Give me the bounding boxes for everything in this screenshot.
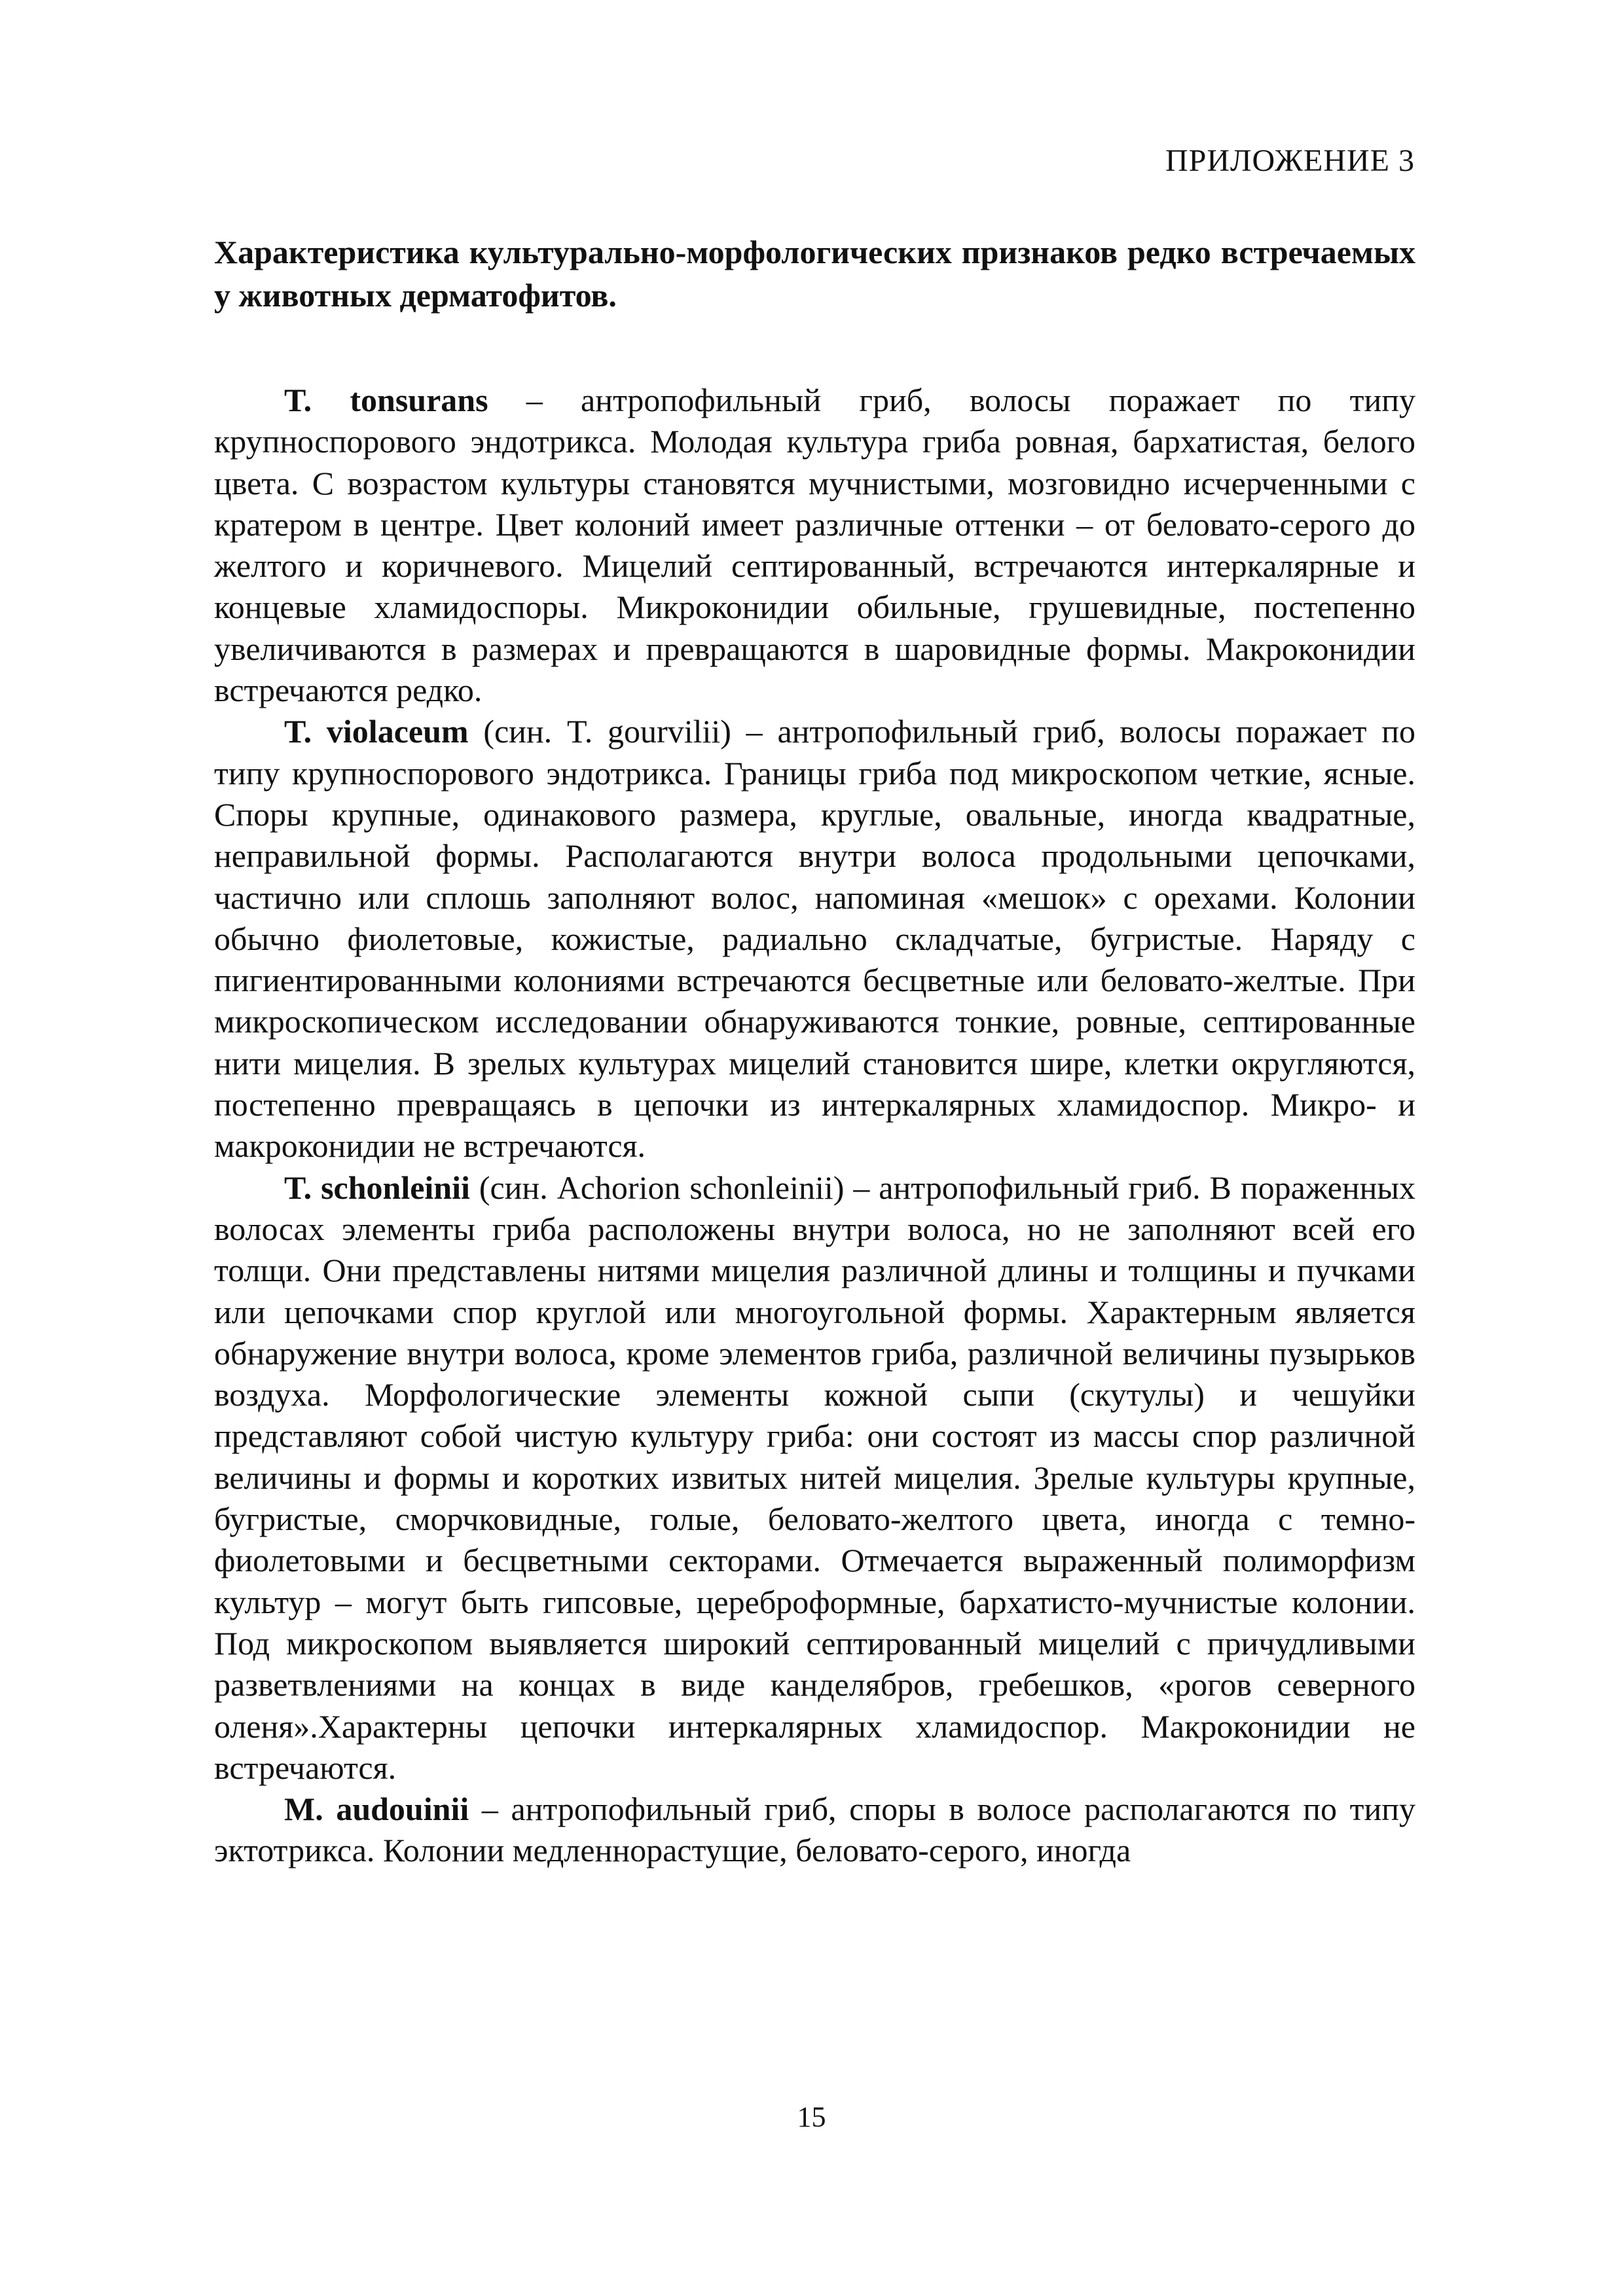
document-title: Характеристика культурально-морфологических признаков редко встречаемых у животных дерматофитов. [214,234,1415,314]
species-name: T. tonsurans [284,382,488,418]
appendix-label: ПРИЛОЖЕНИЕ 3 [1165,143,1415,178]
paragraph-text: (син. Achorion schonleinii) – антропофильный гриб. В пораженных волосах элементы гриба расположены внутри волоса, но не заполняют всей его толщи. Они представлены нитями мицелия различной длины и толщины и пучками или цепочками спор круглой или многоугольной формы. Характерным является обнаружение внутри волоса, кроме элементов гриба, различной величины пузырьков воздуха. Морфологические элементы кожной сыпи (скутулы) и чешуйки представляют собой чистую культуру гриба: они состоят из массы спор различной величины и формы и коротких извитых нитей мицелия. Зрелые культуры крупные, бугристые, сморчковидные, голые, беловато-желтого цвета, иногда с темно-фиолетовыми и бесцветными секторами. Отмечается выраженный полиморфизм культур – могут быть гипсовые, цереброформные, бархатисто-мучнистые колонии. Под микроскопом выявляется широкий септированный мицелий с причудливыми разветвлениями на концах в виде канделябров, гребешков, «рогов северного оленя».Характерны цепочки интеркалярных хламидоспор. Макроконидии не встречаются. [214,1169,1415,1786]
page-number: 15 [797,2101,826,2133]
species-name: T. schonleinii [284,1169,470,1206]
paragraph-t-violaceum [214,711,1415,1167]
species-name: T. violaceum [284,713,469,750]
paragraph-m-audouinii [214,1789,1415,1872]
paragraph-text: – антропофильный гриб, волосы поражает по типу крупноспорового эндотрикса. Молодая культура гриба ровная, бархатистая, белого цвета. С возрастом культуры становятся мучнистыми, мозговидно исчерченными с кратером в центре. Цвет колоний имеет различные оттенки – от беловато-серого до желтого и коричневого. Мицелий септированный, встречаются интеркалярные и концевые хламидоспоры. Микроконидии обильные, грушевидные, постепенно увеличиваются в размерах и превращаются в шаровидные формы. Макроконидии встречаются редко. [214,382,1415,709]
paragraph-text: (син. T. gourvilii) – антропофильный гриб, волосы поражает по типу крупноспорового эндотрикса. Границы гриба под микроскопом четкие, ясные. Споры крупные, одинакового размера, круглые, овальные, иногда квадратные, неправильной формы. Располагаются внутри волоса продольными цепочками, частично или сплошь заполняют волос, напоминая «мешок» с орехами. Колонии обычно фиолетовые, кожистые, радиально складчатые, бугристые. Наряду с пигиентированными колониями встречаются бесцветные или беловато-желтые. При микроскопическом исследовании обнаруживаются тонкие, ровные, септированные нити мицелия. В зрелых культурах мицелий становится шире, клетки округляются, постепенно превращаясь в цепочки из интеркалярных хламидоспор. Микро- и макроконидии не встречаются. [214,713,1416,1165]
paragraph-t-schonleinii [214,1167,1415,1789]
species-name: M. audouinii [284,1791,469,1828]
paragraph-text: – антропофильный гриб, споры в волосе располагаются по типу эктотрикса. Колонии медленнорастущие, беловато-серого, иногда [214,1791,1415,1869]
body-text [214,380,1415,1872]
paragraph-t-tonsurans [214,380,1415,711]
